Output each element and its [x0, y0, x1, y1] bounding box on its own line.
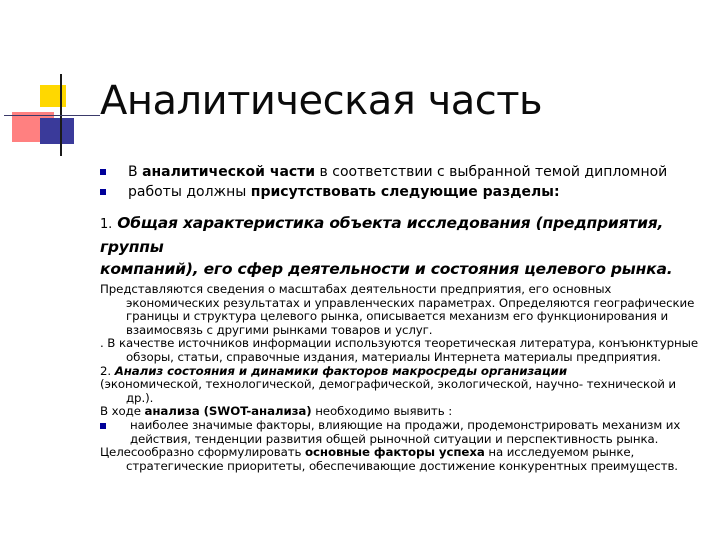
paragraph-4: [100, 405, 700, 419]
section-number: 1.: [100, 217, 113, 232]
decor-blue-square: [40, 118, 74, 144]
paragraph-1: Представляются сведения о масштабах деятельности предприятия, его основных экономических результатах и управленческих параметрах. Определяются географические границы и структура целевого рынка, описывается механизм его функционирования и взаимосвязь с другими рынками товаров и услуг.: [100, 282, 695, 337]
intro-bullet-1: [100, 162, 700, 182]
intro-bullet-2: [100, 182, 700, 202]
paragraph-2: . В качестве источников информации используются теоретическая литература, конъюнктурные обзоры, статьи, справочные издания, материалы Интернета материалы предприятия.: [100, 336, 699, 364]
section-heading: Анализ состояния и динамики факторов макросреды организации: [114, 363, 568, 378]
paragraph-text: Целесообразно сформулировать: [100, 445, 306, 460]
paragraph-text: В ходе: [100, 404, 145, 419]
paragraph-bold-text: основные факторы успеха: [305, 445, 485, 460]
paragraph-text: на исследуемом рынке, стратегические приоритеты, обеспечивающие достижение конкурентных преимуществ.: [126, 445, 678, 473]
section-1-heading: [100, 212, 700, 280]
paragraph-bold-text: анализа (SWOT-анализа): [144, 404, 312, 419]
paragraph-text: необходимо выявить :: [311, 404, 453, 419]
intro-bullets: [100, 162, 700, 202]
factor-bullet: [100, 419, 700, 446]
section-heading-line: Общая характеристика объекта исследования (предприятия, группы: [100, 214, 664, 256]
slide-body: [100, 212, 700, 473]
decor-yellow-square: [40, 85, 66, 107]
section-heading-line: компаний), его сфер деятельности и состояния целевого рынка.: [100, 260, 673, 278]
bullet-bold-text: присутствовать следующие разделы:: [250, 184, 560, 200]
bullet-text: в соответствии с выбранной темой дипломной: [315, 164, 668, 180]
paragraph-3: (экономической, технологической, демографической, экологической, научно- технической и др.).: [100, 377, 676, 405]
section-2-heading: [100, 365, 700, 379]
bullet-text: В: [128, 164, 143, 180]
bullet-bold-text: аналитической части: [142, 164, 316, 180]
section-number: 2.: [100, 363, 115, 378]
bullet-square-icon: [100, 189, 106, 195]
paragraph-5: [100, 446, 700, 473]
bullet-text: работы должны: [128, 184, 251, 200]
bullet-square-icon: [100, 423, 106, 429]
bullet-text: наиболее значимые факторы, влияющие на продажи, продемонстрировать механизм их действия, тенденции развития общей рыночной ситуации и перспективность рынка.: [130, 417, 681, 446]
decor-horizontal-line: [4, 115, 100, 116]
slide-title: Аналитическая часть: [100, 78, 543, 124]
bullet-square-icon: [100, 169, 106, 175]
